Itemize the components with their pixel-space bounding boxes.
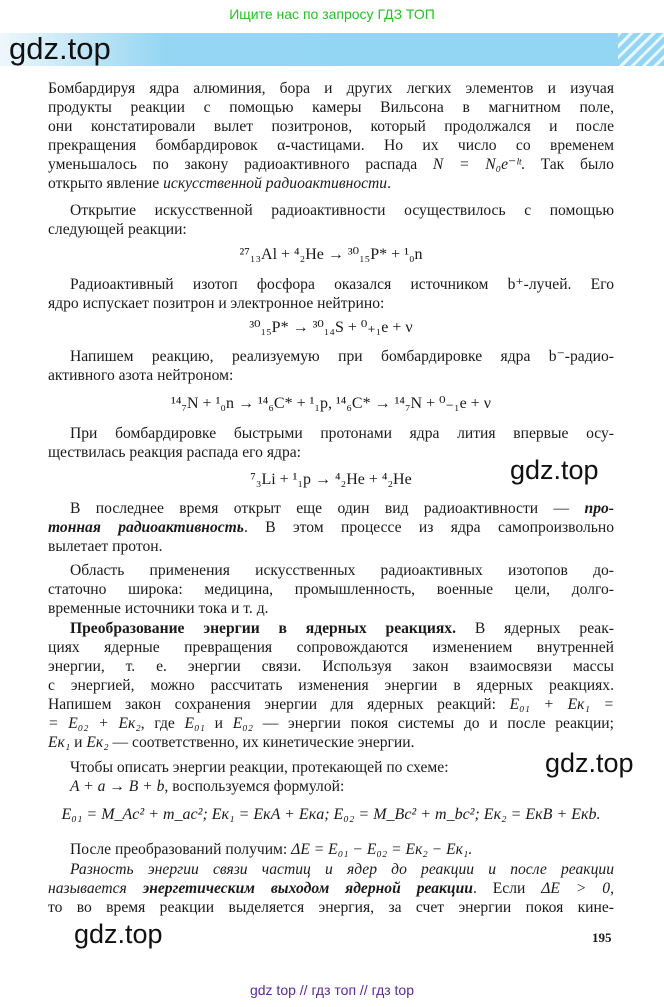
italic-text: E₀₁ = M_Ac² + m_ac²; Eк₁ = EкA + Eкa; E₀₂ = M_Bc² + m_bc²; Eк₂ = EкB + Eкb.: [61, 806, 601, 823]
text-segment: Напишем закон сохранения энергии для ядерных реакций:: [48, 696, 510, 713]
text-segment: При бомбардировке быстрыми протонами ядра лития впервые осу-: [70, 425, 614, 442]
italic-text: ΔE = E₀₁ − E₀₂ = Eк₂ − Eк₁.: [291, 841, 473, 858]
italic-text: E₀₁: [184, 715, 205, 732]
text-line: [48, 174, 614, 193]
text-line: [48, 714, 614, 733]
text-line: [48, 898, 614, 917]
italic-text: E₀₂: [232, 715, 254, 732]
text-segment: . Если: [472, 880, 542, 897]
text-line: [70, 860, 614, 879]
text-segment: ¹⁴₇N + ¹₀n → ¹⁴₆C* + ¹₁p, ¹⁴₆C* → ¹⁴₇N + ⁰₋₁e + ν: [171, 395, 491, 412]
italic-text: Eк₂: [86, 734, 109, 751]
text-segment: В ядерных реак-: [456, 620, 615, 637]
text-segment: , где: [140, 715, 185, 732]
text-segment: Напишем реакцию, реализуемую при бомбардировке ядра b⁻-радио-: [70, 348, 614, 365]
text-line: [48, 366, 614, 385]
text-segment: ²⁷₁₃Al + ⁴₂He → ³⁰₁₅P* + ¹₀n: [239, 246, 423, 263]
formula-line: [48, 318, 614, 337]
text-segment: ⁷₃Li + ¹₁p → ⁴₂He + ⁴₂He: [250, 471, 412, 488]
italic-text: N = N₀e⁻ˡᵗ: [432, 156, 521, 173]
formula-line: [48, 805, 614, 824]
text-segment: открыто явление: [48, 175, 164, 192]
text-segment: то во время реакции выделяется энергия, за счет энергии покоя кине-: [48, 899, 614, 916]
text-line: [48, 79, 614, 98]
italic-text: называется: [48, 880, 143, 897]
page-number: 195: [592, 930, 612, 945]
text-segment: и: [70, 734, 87, 751]
text-line: [70, 201, 614, 220]
watermark: gdz.top: [545, 748, 634, 778]
text-segment: прекращения бомбардировок α-частицами. Но их число со временем: [48, 137, 614, 154]
text-segment: , воспользуемся формулой:: [164, 778, 345, 795]
text-line: [70, 840, 614, 859]
text-line: [48, 537, 614, 556]
text-line: [48, 518, 614, 537]
text-segment: энергии, т. е. энергии связи. Используя закон взаимосвязи массы: [48, 658, 614, 675]
text-line: [70, 561, 614, 580]
text-segment: . Так было: [520, 156, 614, 173]
text-segment: Бомбардируя ядра алюминия, бора и других легких элементов и изучая: [48, 80, 614, 97]
text-segment: После преобразований получим:: [70, 841, 292, 858]
emphasis-text: энергетическим выходом ядерной реакции: [142, 880, 473, 897]
text-segment: следующей реакции:: [48, 221, 187, 238]
text-line: [70, 619, 614, 638]
italic-text: A + a → B + b: [70, 778, 165, 795]
text-line: [48, 155, 614, 174]
site-logo[interactable]: gdz.top: [9, 31, 111, 66]
formula-line: [48, 245, 614, 264]
text-line: [48, 676, 614, 695]
text-line: [70, 347, 614, 366]
text-line: [48, 136, 614, 155]
decorative-stripes: [618, 33, 664, 66]
text-segment: Радиоактивный изотоп фосфора оказался источником b⁺-лучей. Его: [70, 276, 614, 293]
text-line: [48, 117, 614, 136]
text-line: [70, 499, 614, 518]
header-banner: [0, 33, 664, 66]
text-segment: ,: [610, 880, 614, 897]
emphasis-text: про-: [584, 500, 614, 517]
text-segment: активного азота нейтроном:: [48, 367, 234, 384]
text-line: [48, 580, 614, 599]
text-segment: — энергии покоя системы до и после реакции;: [253, 715, 614, 732]
text-segment: Чтобы описать энергии реакции, протекающей по схеме:: [70, 759, 449, 776]
italic-text: Разность энергии связи частиц и ядер до реакции и после реакции: [70, 861, 614, 878]
text-segment: Область применения искусственных радиоактивных изотопов до-: [70, 562, 614, 579]
text-line: [70, 777, 614, 796]
text-segment: статочно широка: медицина, промышленность, военные цели, долго-: [48, 581, 614, 598]
text-segment: В последнее время открыт еще один вид радиоактивности —: [70, 500, 585, 517]
text-segment: с энергией, можно рассчитать изменения энергии в ядерных реакциях.: [48, 677, 614, 694]
text-line: [48, 220, 614, 239]
italic-text: = E₀₂ + Eк₂: [48, 715, 141, 732]
text-segment: они констатировали вылет позитронов, который продолжался и после: [48, 118, 614, 135]
emphasis-text: тонная радиоактивность: [48, 519, 244, 536]
text-segment: вылетает протон.: [48, 538, 163, 555]
text-segment: и: [204, 715, 233, 732]
text-segment: ядро испускает позитрон и электронное нейтрино:: [48, 295, 385, 312]
search-hint: Ищите нас по запросу ГДЗ ТОП: [229, 6, 435, 22]
text-line: [70, 275, 614, 294]
formula-line: [48, 394, 614, 413]
emphasis-text: Преобразование энергии в ядерных реакциях.: [70, 620, 457, 637]
text-line: [48, 294, 614, 313]
italic-text: ΔE > 0: [541, 880, 611, 897]
text-segment: ³⁰₁₅P* → ³⁰₁₄S + ⁰₊₁e + ν: [249, 319, 413, 336]
footer-links[interactable]: gdz top // гдз топ // гдз top: [249, 982, 415, 998]
text-segment: уменьшалось по закону радиоактивного распада: [48, 156, 433, 173]
watermark: gdz.top: [510, 455, 599, 485]
text-segment: продукты реакции с помощью камеры Вильсона в магнитном поле,: [48, 99, 614, 116]
text-line: [48, 695, 614, 714]
text-line: [48, 638, 614, 657]
text-segment: ществилась реакция распада его ядра:: [48, 444, 302, 461]
text-line: [70, 424, 614, 443]
italic-text: искусственной радиоактивности: [163, 175, 388, 192]
text-line: [48, 657, 614, 676]
text-segment: — соответственно, их кинетические энергии.: [108, 734, 415, 751]
text-segment: циях ядерные превращения сопровождаются изменением внутренней: [48, 639, 614, 656]
text-segment: временные источники тока и т. д.: [48, 600, 269, 617]
text-segment: . В этом процессе из ядра самопроизвольно: [243, 519, 614, 536]
watermark: gdz.top: [74, 919, 163, 949]
text-line: [48, 733, 614, 752]
italic-text: E₀₁ + Eк₁ =: [509, 696, 614, 713]
text-line: [70, 758, 614, 777]
text-line: [48, 98, 614, 117]
text-line: [48, 599, 614, 618]
text-segment: Открытие искусственной радиоактивности осуществилось с помощью: [70, 202, 614, 219]
text-segment: .: [387, 175, 392, 192]
text-line: [48, 879, 614, 898]
italic-text: Eк₁: [48, 734, 71, 751]
